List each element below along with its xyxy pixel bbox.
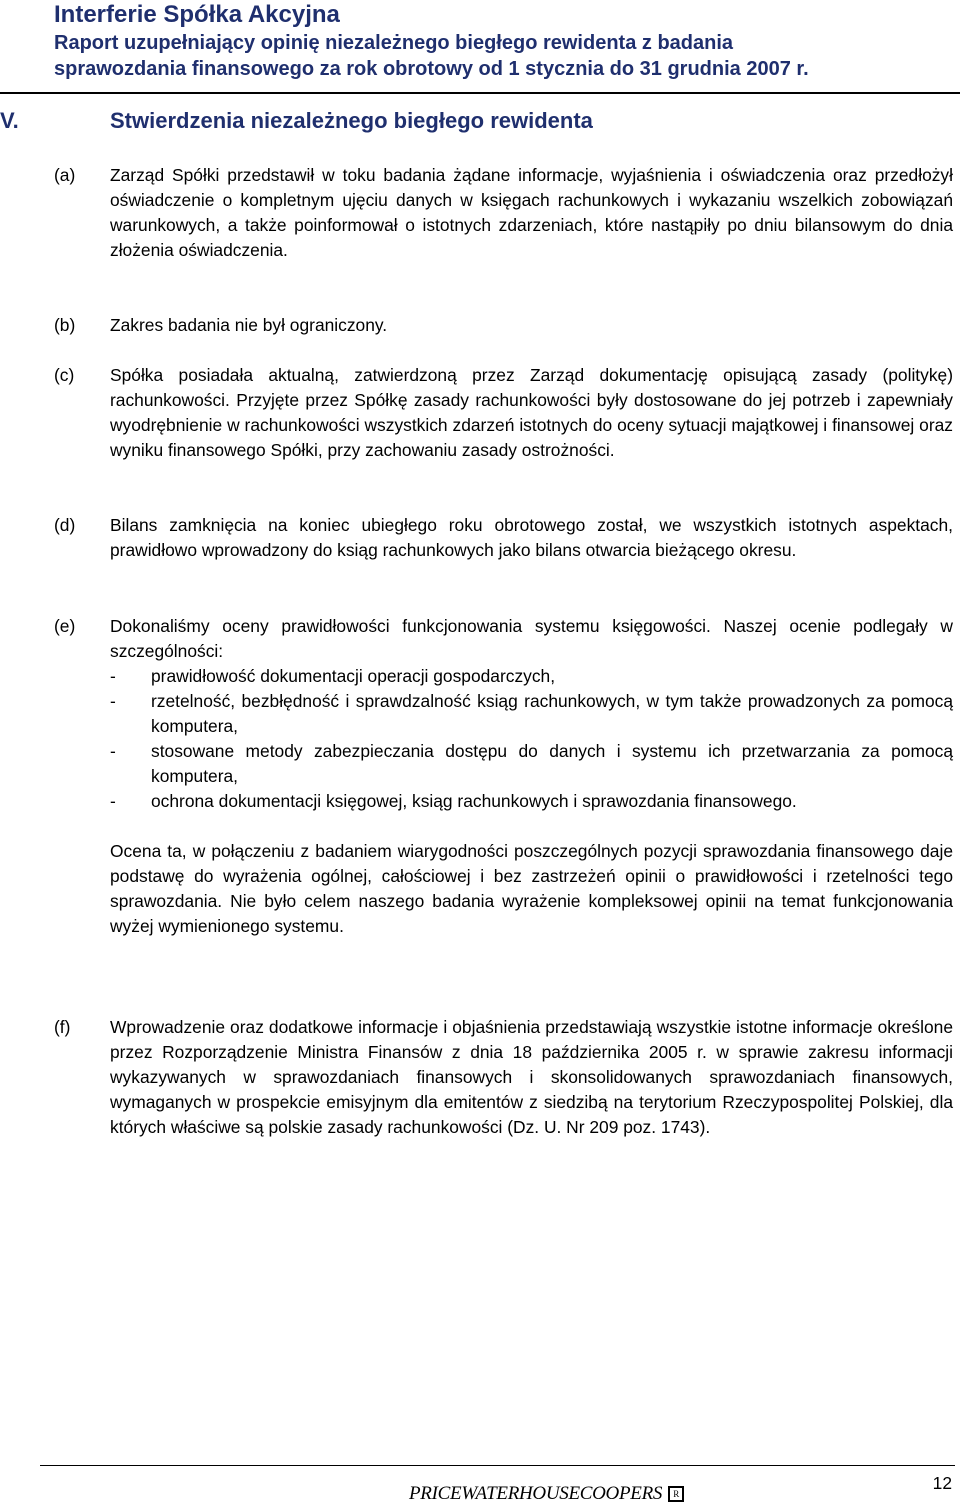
bullet-marker: - [110,691,116,711]
paragraph-text: Zarząd Spółki przedstawił w toku badania żądane informacje, wyjaśnienia i oświadczenia oraz przedłożył oświadczenie o kompletnym ujęciu danych w księgach rachunkowych i wykazaniu wszelkich zobowiązań warunkowych, a także poinformował o istotnych zdarzeniach, które nastąpiły po dniu bilansowym do dnia złożenia oświadczenia. [110,165,953,260]
paragraph-label: (a) [54,165,76,185]
bullet-item [110,739,953,789]
registered-mark-icon: R [668,1486,684,1502]
bullet-text: ochrona dokumentacji księgowej, ksiąg rachunkowych i sprawozdania finansowego. [151,791,797,811]
paragraph-body [110,614,953,939]
header-divider [0,92,960,94]
paragraph-text: Spółka posiadała aktualną, zatwierdzoną przez Zarząd dokumentację opisującą zasady (politykę) rachunkowości. Przyjęte przez Spółkę zasady rachunkowości były dostosowane do jej potrzeb i zapewniały wyodrębnienie w rachunkowości wszystkich zdarzeń istotnych do oceny sytuacji majątkowej i finansowej oraz wyniku finansowego Spółki, przy zachowaniu zasady ostrożności. [110,365,953,460]
bullet-text: rzetelność, bezbłędność i sprawdzalność ksiąg rachunkowych, w tym także prowadzonych za pomocą komputera, [151,691,953,736]
paragraph-label: (d) [54,515,76,535]
document-header [54,0,954,82]
section-title: Stwierdzenia niezależnego biegłego rewidenta [110,108,593,133]
page-number: 12 [932,1473,952,1493]
bullet-text: stosowane metody zabezpieczania dostępu do danych i systemu ich przetwarzania za pomocą komputera, [151,741,953,786]
company-name: Interferie Spółka Akcyjna [54,1,340,28]
footer-divider [40,1465,955,1466]
paragraph-text: Wprowadzenie oraz dodatkowe informacje i objaśnienia przedstawiają wszystkie istotne informacje określone przez Rozporządzenie Ministra Finansów z dnia 18 października 2005 r. w sprawie zakresu informacji wykazywanych w sprawozdaniach finansowych i skonsolidowanych sprawozdaniach finansowych, wymaganych w prospekcie emisyjnym dla emitentów z siedzibą na terytorium Rzeczypospolitej Polskiej, dla których właściwe są polskie zasady rachunkowości (Dz. U. Nr 209 poz. 1743). [110,1017,953,1137]
paragraph-text: Bilans zamknięcia na koniec ubiegłego roku obrotowego został, we wszystkich istotnych aspektach, prawidłowo wprowadzony do ksiąg rachunkowych jako bilans otwarcia bieżącego okresu. [110,515,953,560]
paragraph-label: (e) [54,616,76,636]
section-number: V. [0,108,19,133]
bullet-text: prawidłowość dokumentacji operacji gospodarczych, [151,666,556,686]
paragraph-label: (b) [54,315,76,335]
bullet-list [110,664,953,814]
bullet-marker: - [110,666,116,686]
bullet-marker: - [110,741,116,761]
logo-text: PRICEWATERHOUSECOOPERS [409,1483,663,1504]
report-subtitle-line-2: sprawozdania finansowego za rok obrotowy od 1 stycznia do 31 grudnia 2007 r. [54,58,809,80]
paragraph-label: (c) [54,365,75,385]
paragraph-conclusion: Ocena ta, w połączeniu z badaniem wiarygodności poszczególnych pozycji sprawozdania finansowego daje podstawę do wyrażenia ogólnej, całościowej i bez zastrzeżeń opinii o prawidłowości i rzetelności tego sprawozdania. Nie było celem naszego badania wyrażenie kompleksowej opinii na temat funkcjonowania wyżej wymienionego systemu. [110,841,953,936]
bullet-marker: - [110,791,116,811]
pwc-logo [409,1481,684,1507]
report-subtitle-line-1: Raport uzupełniający opinię niezależnego biegłego rewidenta z badania [54,32,734,54]
bullet-item [110,689,953,739]
bullet-item [110,664,953,689]
bullet-item [110,789,953,814]
paragraph-spacer [110,814,953,839]
section-heading [0,108,960,138]
paragraph-label: (f) [54,1017,71,1037]
paragraph-text: Zakres badania nie był ograniczony. [110,315,388,335]
paragraph-intro: Dokonaliśmy oceny prawidłowości funkcjonowania systemu księgowości. Naszej ocenie podlegały w szczególności: [110,616,953,661]
